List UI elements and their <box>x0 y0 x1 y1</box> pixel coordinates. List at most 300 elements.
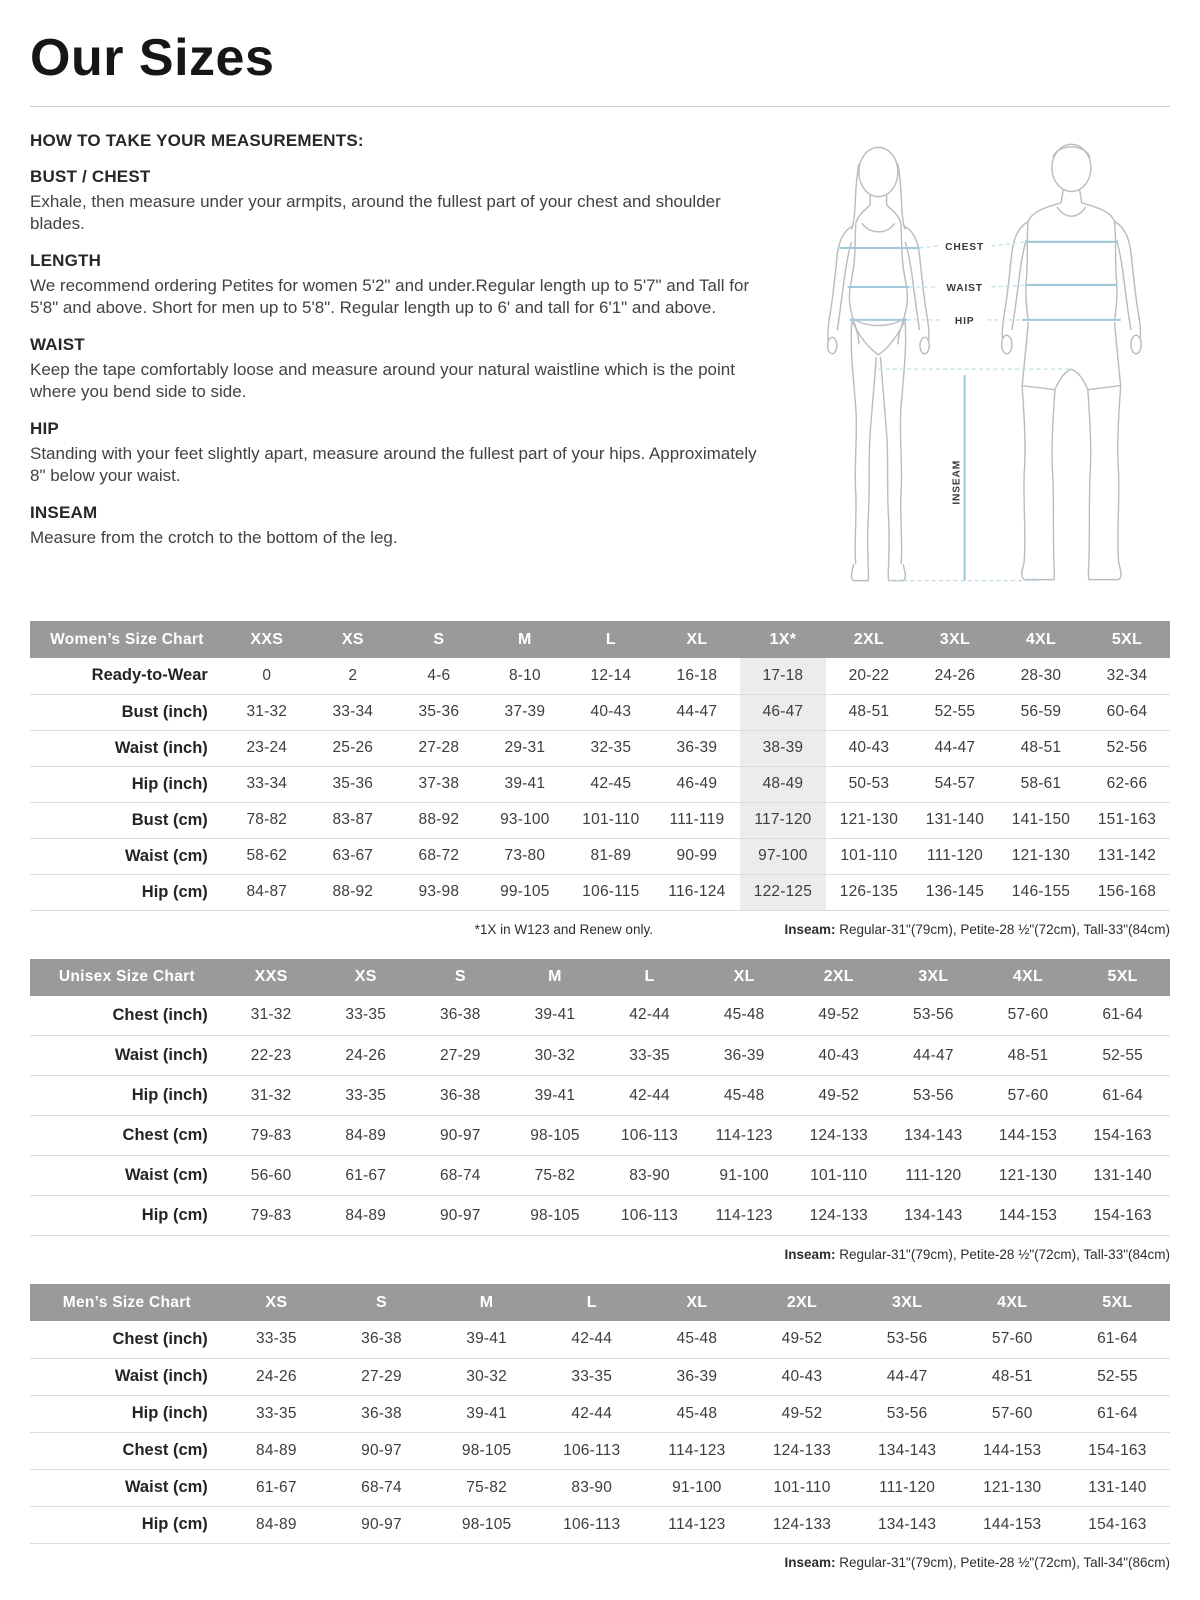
size-column-header: 4XL <box>960 1284 1065 1321</box>
size-value-cell: 75-82 <box>534 1166 576 1184</box>
size-value-cell: 101-110 <box>773 1478 831 1496</box>
size-value-cell: 68-74 <box>439 1166 481 1184</box>
size-value-cell: 84-87 <box>246 883 288 900</box>
size-value-cell: 39-41 <box>534 1006 576 1024</box>
row-label: Chest (inch) <box>112 1005 208 1024</box>
measurement-row <box>30 838 1170 874</box>
size-value-cell: 131-142 <box>1097 847 1157 864</box>
size-value-cell: 35-36 <box>332 775 374 792</box>
title-divider <box>30 106 1170 107</box>
size-table <box>30 1284 1170 1544</box>
size-value-cell: 0 <box>262 666 272 684</box>
row-label: Waist (cm) <box>124 846 208 865</box>
size-value-cell: 53-56 <box>913 1006 954 1024</box>
size-value-cell: 36-39 <box>723 1046 765 1064</box>
inseam-note-text: Regular-31"(79cm), Petite-28 ½"(72cm), Tall-34"(86cm) <box>835 1554 1170 1570</box>
size-value-cell: 40-43 <box>818 1046 860 1064</box>
inseam-note <box>784 922 1170 937</box>
size-value-cell: 44-47 <box>886 1367 928 1385</box>
size-value-cell: 48-51 <box>1007 1046 1049 1064</box>
measurement-row <box>30 766 1170 802</box>
measurement-row <box>30 1076 1170 1116</box>
row-label: Hip (cm) <box>141 1515 208 1533</box>
size-value-cell: 98-105 <box>530 1206 580 1224</box>
size-column-header: S <box>329 1284 434 1321</box>
measurement-instructions <box>30 131 788 595</box>
inseam-note-text: Regular-31"(79cm), Petite-28 ½"(72cm), Tall-33"(84cm) <box>835 1247 1170 1262</box>
row-label: Waist (inch) <box>114 1046 208 1064</box>
size-value-cell: 84-89 <box>345 1126 387 1144</box>
size-column-header: XXS <box>224 621 310 658</box>
measurement-row <box>30 874 1170 910</box>
size-value-cell: 106-113 <box>620 1206 679 1224</box>
size-column-header: L <box>539 1284 644 1321</box>
measurement-row <box>30 1036 1170 1076</box>
size-value-cell: 79-83 <box>250 1206 292 1224</box>
size-value-cell: 79-83 <box>250 1126 292 1144</box>
size-value-cell: 90-97 <box>361 1441 402 1459</box>
size-column-header: 5XL <box>1065 1284 1170 1321</box>
size-value-cell: 33-35 <box>345 1086 387 1104</box>
row-label: Ready-to-Wear <box>91 666 208 685</box>
section-title: WAIST <box>30 334 85 354</box>
section-body: Exhale, then measure under your armpits, around the fullest part of your chest and shoulder blades. <box>30 192 721 234</box>
size-value-cell: 52-55 <box>1102 1046 1143 1064</box>
size-value-cell: 24-26 <box>256 1367 297 1385</box>
size-value-cell: 40-43 <box>848 739 890 756</box>
size-value-cell: 68-74 <box>361 1478 402 1496</box>
size-value-cell: 101-110 <box>840 847 898 864</box>
size-value-cell: 91-100 <box>672 1478 722 1496</box>
size-column-header: S <box>396 621 482 658</box>
size-value-cell: 48-51 <box>848 703 890 720</box>
size-value-cell: 49-52 <box>818 1086 860 1104</box>
mens-size-chart-section <box>30 1284 1170 1572</box>
size-value-cell: 39-41 <box>504 775 546 792</box>
row-label: Waist (inch) <box>114 1367 208 1385</box>
size-value-cell: 52-55 <box>934 703 976 720</box>
measurement-row <box>30 658 1170 694</box>
measurement-row <box>30 996 1170 1036</box>
size-value-cell: 131-140 <box>1088 1478 1147 1496</box>
size-value-cell: 54-57 <box>934 775 976 792</box>
table-title: Men’s Size Chart <box>30 1284 224 1321</box>
size-value-cell: 106-113 <box>563 1515 621 1533</box>
size-value-cell: 154-163 <box>1088 1515 1147 1533</box>
size-value-cell: 36-38 <box>439 1086 481 1104</box>
unisex-size-chart-table <box>30 959 1170 1237</box>
size-column-header: XL <box>644 1284 749 1321</box>
size-column-header: M <box>508 959 603 996</box>
size-value-cell: 24-26 <box>345 1046 387 1064</box>
section-body: Keep the tape comfortably loose and measure around your natural waistline which is the point where you bend side to side. <box>30 359 735 402</box>
size-value-cell: 36-39 <box>676 739 718 756</box>
row-label: Bust (inch) <box>121 702 208 721</box>
size-value-cell: 136-145 <box>925 883 985 900</box>
size-value-cell: 49-52 <box>818 1006 860 1024</box>
row-label: Hip (cm) <box>141 882 208 901</box>
womens-size-chart-table <box>30 621 1170 911</box>
size-value-cell: 42-44 <box>629 1086 670 1104</box>
row-label: Chest (cm) <box>122 1126 208 1144</box>
unisex-size-chart-section <box>30 959 1170 1265</box>
size-value-cell: 78-82 <box>246 811 288 828</box>
size-value-cell: 90-97 <box>361 1515 402 1533</box>
size-value-cell: 101-110 <box>582 811 640 828</box>
size-value-cell: 84-89 <box>256 1441 297 1459</box>
size-value-cell: 27-29 <box>439 1046 481 1064</box>
size-value-cell: 16-18 <box>676 666 718 684</box>
size-value-cell: 144-153 <box>998 1126 1058 1144</box>
size-value-cell: 57-60 <box>991 1404 1033 1422</box>
section-title: BUST / CHEST <box>30 167 151 186</box>
row-label: Waist (inch) <box>114 738 208 757</box>
size-value-cell: 52-55 <box>1097 1367 1138 1385</box>
size-value-cell: 36-38 <box>361 1330 402 1348</box>
size-value-cell: 141-150 <box>1011 811 1071 828</box>
size-value-cell: 48-51 <box>1020 739 1062 756</box>
size-value-cell: 40-43 <box>590 703 632 720</box>
size-column-header: 3XL <box>912 621 998 658</box>
size-value-cell: 83-90 <box>571 1478 613 1496</box>
size-value-cell: 38-39 <box>740 730 826 766</box>
one-x-footnote: *1X in W123 and Renew only. <box>474 921 653 937</box>
hip-label: HIP <box>954 315 975 327</box>
size-value-cell: 81-89 <box>590 847 632 864</box>
size-value-cell: 36-39 <box>676 1367 718 1385</box>
size-value-cell: 40-43 <box>781 1367 823 1385</box>
size-value-cell: 45-48 <box>723 1086 765 1104</box>
size-table <box>30 621 1170 911</box>
size-value-cell: 46-49 <box>676 775 718 792</box>
size-column-header: L <box>602 959 697 996</box>
size-value-cell: 22-23 <box>250 1046 292 1064</box>
table-title: Unisex Size Chart <box>30 959 224 996</box>
size-value-cell: 88-92 <box>418 811 460 828</box>
size-value-cell: 23-24 <box>246 739 288 756</box>
size-value-cell: 57-60 <box>1007 1086 1049 1104</box>
size-column-header: XS <box>224 1284 329 1321</box>
size-value-cell: 45-48 <box>676 1330 718 1348</box>
size-value-cell: 131-140 <box>925 811 985 828</box>
size-value-cell: 63-67 <box>332 847 374 864</box>
size-value-cell: 144-153 <box>983 1441 1042 1459</box>
section-title: INSEAM <box>30 502 98 522</box>
size-value-cell: 44-47 <box>913 1046 954 1064</box>
size-value-cell: 121-130 <box>839 811 899 828</box>
size-value-cell: 33-35 <box>571 1367 613 1385</box>
size-column-header: XS <box>310 621 396 658</box>
size-value-cell: 39-41 <box>466 1404 507 1422</box>
size-value-cell: 58-61 <box>1020 775 1062 792</box>
size-value-cell: 154-163 <box>1088 1441 1147 1459</box>
instructions-heading: HOW TO TAKE YOUR MEASUREMENTS: <box>30 131 364 150</box>
size-value-cell: 84-89 <box>345 1206 387 1224</box>
size-value-cell: 39-41 <box>534 1086 576 1104</box>
size-value-cell: 53-56 <box>886 1404 928 1422</box>
size-value-cell: 121-130 <box>1011 847 1071 864</box>
unisex-chart-footnotes <box>30 1247 1170 1264</box>
size-value-cell: 37-38 <box>418 775 460 792</box>
size-column-header: 4XL <box>998 621 1084 658</box>
size-value-cell: 44-47 <box>676 703 718 720</box>
size-value-cell: 90-97 <box>439 1126 481 1144</box>
size-value-cell: 33-35 <box>256 1404 297 1422</box>
inseam-note <box>784 1555 1170 1570</box>
row-label: Hip (inch) <box>131 774 208 793</box>
inseam-note-label: Inseam: <box>784 1247 836 1262</box>
size-value-cell: 53-56 <box>913 1086 954 1104</box>
size-column-header: S <box>413 959 508 996</box>
size-value-cell: 17-18 <box>740 658 826 694</box>
size-value-cell: 124-133 <box>809 1206 868 1224</box>
size-value-cell: 124-133 <box>772 1441 832 1459</box>
size-value-cell: 99-105 <box>500 883 550 900</box>
size-column-header: M <box>482 621 568 658</box>
size-value-cell: 61-67 <box>345 1166 387 1184</box>
size-value-cell: 114-123 <box>715 1206 773 1224</box>
instruction-section-length <box>30 251 770 320</box>
size-value-cell: 134-143 <box>877 1441 937 1459</box>
size-value-cell: 98-105 <box>530 1126 580 1144</box>
size-value-cell: 36-38 <box>439 1006 481 1024</box>
woman-figure-outline <box>828 147 930 580</box>
size-value-cell: 20-22 <box>848 666 890 684</box>
measurement-row <box>30 1196 1170 1236</box>
inseam-label: INSEAM <box>951 459 963 505</box>
row-label: Waist (cm) <box>124 1166 208 1184</box>
measurement-row <box>30 1116 1170 1156</box>
size-value-cell: 56-60 <box>250 1166 292 1184</box>
size-value-cell: 61-64 <box>1097 1330 1138 1348</box>
table-title: Women’s Size Chart <box>30 621 224 658</box>
size-column-header: 2XL <box>826 621 912 658</box>
womens-size-chart-section <box>30 621 1170 939</box>
size-value-cell: 124-133 <box>809 1126 868 1144</box>
header-row <box>30 621 1170 658</box>
size-value-cell: 83-90 <box>629 1166 670 1184</box>
size-value-cell: 49-52 <box>781 1404 823 1422</box>
size-column-header: 3XL <box>855 1284 960 1321</box>
man-figure-outline <box>1002 144 1142 579</box>
size-table <box>30 959 1170 1237</box>
size-value-cell: 122-125 <box>740 874 826 910</box>
waist-label: WAIST <box>946 283 983 295</box>
size-value-cell: 36-38 <box>361 1404 402 1422</box>
measurement-row <box>30 1358 1170 1395</box>
size-value-cell: 114-123 <box>668 1441 726 1459</box>
section-body: Standing with your feet slightly apart, measure around the fullest part of your hips. Approximately 8" below your waist. <box>30 443 757 486</box>
size-column-header: M <box>434 1284 539 1321</box>
womens-chart-footnotes <box>30 922 1170 939</box>
size-value-cell: 60-64 <box>1106 703 1148 720</box>
size-value-cell: 114-123 <box>668 1515 726 1533</box>
measurement-row <box>30 802 1170 838</box>
size-value-cell: 98-105 <box>461 1441 512 1459</box>
size-value-cell: 111-119 <box>669 811 725 828</box>
chest-label: CHEST <box>945 242 985 254</box>
instruction-section-bust-chest <box>30 167 770 236</box>
size-value-cell: 121-130 <box>983 1478 1042 1496</box>
size-value-cell: 32-35 <box>590 739 632 756</box>
size-value-cell: 30-32 <box>534 1046 576 1064</box>
section-title: HIP <box>30 418 59 438</box>
size-value-cell: 50-53 <box>848 775 890 792</box>
size-value-cell: 33-35 <box>345 1006 387 1024</box>
size-value-cell: 42-45 <box>590 775 632 792</box>
size-column-header: L <box>568 621 654 658</box>
size-value-cell: 144-153 <box>983 1515 1042 1533</box>
size-value-cell: 25-26 <box>332 739 374 756</box>
section-body: Measure from the crotch to the bottom of the leg. <box>30 527 398 547</box>
header-row <box>30 959 1170 996</box>
size-value-cell: 114-123 <box>715 1126 773 1144</box>
size-value-cell: 144-153 <box>998 1206 1058 1224</box>
size-value-cell: 97-100 <box>740 838 826 874</box>
size-value-cell: 101-110 <box>810 1166 868 1184</box>
size-column-header: 4XL <box>981 959 1076 996</box>
size-value-cell: 154-163 <box>1093 1206 1152 1224</box>
size-value-cell: 37-39 <box>504 703 546 720</box>
size-value-cell: 146-155 <box>1011 883 1071 900</box>
size-value-cell: 90-99 <box>676 847 718 864</box>
size-value-cell: 131-140 <box>1093 1166 1152 1184</box>
size-value-cell: 45-48 <box>723 1006 765 1024</box>
instruction-section-waist <box>30 335 770 404</box>
size-value-cell: 151-163 <box>1097 811 1157 828</box>
size-value-cell: 98-105 <box>461 1515 512 1533</box>
size-value-cell: 111-120 <box>905 1166 962 1184</box>
size-column-header: 5XL <box>1075 959 1170 996</box>
size-value-cell: 134-143 <box>877 1515 937 1533</box>
row-label: Bust (cm) <box>131 810 208 829</box>
size-column-header: XS <box>318 959 413 996</box>
size-value-cell: 12-14 <box>590 666 632 684</box>
size-value-cell: 42-44 <box>629 1006 670 1024</box>
mens-size-chart-table <box>30 1284 1170 1544</box>
inseam-note-label: Inseam: <box>784 1554 836 1570</box>
size-value-cell: 42-44 <box>571 1404 613 1422</box>
row-label: Chest (cm) <box>122 1441 208 1459</box>
size-value-cell: 121-130 <box>998 1166 1058 1184</box>
size-column-header: XXS <box>224 959 319 996</box>
row-label: Hip (inch) <box>131 1086 208 1104</box>
size-value-cell: 75-82 <box>466 1478 507 1496</box>
size-column-header: 5XL <box>1084 621 1170 658</box>
size-value-cell: 31-32 <box>250 1086 292 1104</box>
size-value-cell: 32-34 <box>1106 666 1148 684</box>
size-value-cell: 8-10 <box>508 666 541 684</box>
size-value-cell: 154-163 <box>1093 1126 1152 1144</box>
size-value-cell: 73-80 <box>504 847 546 864</box>
size-value-cell: 124-133 <box>772 1515 832 1533</box>
measurement-guide <box>30 131 1170 595</box>
size-value-cell: 45-48 <box>676 1404 718 1422</box>
size-value-cell: 39-41 <box>466 1330 507 1348</box>
size-value-cell: 33-35 <box>629 1046 670 1064</box>
size-value-cell: 134-143 <box>904 1126 963 1144</box>
size-value-cell: 52-56 <box>1106 739 1148 756</box>
size-value-cell: 156-168 <box>1097 883 1157 900</box>
size-value-cell: 33-34 <box>332 703 374 720</box>
inseam-note <box>784 1247 1170 1262</box>
instruction-section-inseam <box>30 503 770 549</box>
size-value-cell: 29-31 <box>504 739 546 756</box>
size-value-cell: 46-47 <box>740 694 826 730</box>
size-value-cell: 61-64 <box>1102 1006 1143 1024</box>
row-label: Hip (inch) <box>131 1404 208 1422</box>
measurement-row <box>30 1469 1170 1506</box>
size-value-cell: 44-47 <box>934 739 976 756</box>
body-measurement-illustration <box>794 133 1164 595</box>
size-value-cell: 28-30 <box>1020 666 1062 684</box>
size-value-cell: 31-32 <box>250 1006 292 1024</box>
size-value-cell: 62-66 <box>1106 775 1148 792</box>
size-value-cell: 83-87 <box>332 811 374 828</box>
size-value-cell: 35-36 <box>418 703 460 720</box>
size-value-cell: 117-120 <box>740 802 826 838</box>
size-column-header: 2XL <box>791 959 886 996</box>
measurement-row <box>30 1321 1170 1358</box>
size-value-cell: 61-64 <box>1097 1404 1138 1422</box>
size-value-cell: 4-6 <box>427 666 451 684</box>
size-column-header: XL <box>654 621 740 658</box>
size-value-cell: 106-113 <box>563 1441 621 1459</box>
size-column-header: 3XL <box>886 959 981 996</box>
mens-chart-footnotes <box>30 1555 1170 1572</box>
size-value-cell: 68-72 <box>418 847 460 864</box>
header-row <box>30 1284 1170 1321</box>
size-value-cell: 106-113 <box>620 1126 679 1144</box>
size-value-cell: 42-44 <box>571 1330 613 1348</box>
measurement-row <box>30 1432 1170 1469</box>
measurement-diagram <box>788 131 1170 595</box>
size-value-cell: 93-98 <box>418 883 460 900</box>
size-value-cell: 61-64 <box>1102 1086 1143 1104</box>
measurement-row <box>30 1506 1170 1543</box>
size-value-cell: 49-52 <box>781 1330 823 1348</box>
measurement-row <box>30 1395 1170 1432</box>
size-value-cell: 31-32 <box>246 703 288 720</box>
size-value-cell: 111-120 <box>879 1478 936 1496</box>
size-value-cell: 90-97 <box>439 1206 481 1224</box>
section-title: LENGTH <box>30 250 102 270</box>
size-column-header: XL <box>697 959 792 996</box>
row-label: Chest (inch) <box>112 1329 208 1348</box>
size-value-cell: 93-100 <box>500 811 550 828</box>
page-title: Our Sizes <box>30 29 275 87</box>
size-value-cell: 56-59 <box>1020 703 1062 720</box>
size-value-cell: 2 <box>348 666 358 684</box>
measurement-row <box>30 730 1170 766</box>
size-column-header: 2XL <box>749 1284 854 1321</box>
size-value-cell: 33-35 <box>256 1330 297 1348</box>
size-value-cell: 88-92 <box>332 883 374 900</box>
size-value-cell: 48-51 <box>991 1367 1033 1385</box>
size-column-header: 1X* <box>740 621 826 658</box>
instruction-section-hip <box>30 419 770 488</box>
section-body: We recommend ordering Petites for women 5'2" and under.Regular length up to 5'7" and Tall for 5'8" and above. Short for men up to 5'8". Regular length up to 6' and tall for 6'1" and above. <box>30 275 750 318</box>
size-value-cell: 134-143 <box>904 1206 963 1224</box>
size-value-cell: 48-49 <box>740 766 826 802</box>
inseam-note-text: Regular-31"(79cm), Petite-28 ½"(72cm), Tall-33"(84cm) <box>835 921 1170 937</box>
size-value-cell: 27-28 <box>418 739 460 756</box>
size-value-cell: 27-29 <box>361 1367 402 1385</box>
size-value-cell: 57-60 <box>1007 1006 1049 1024</box>
size-value-cell: 91-100 <box>719 1166 769 1184</box>
size-value-cell: 53-56 <box>886 1330 928 1348</box>
row-label: Hip (cm) <box>141 1206 208 1224</box>
